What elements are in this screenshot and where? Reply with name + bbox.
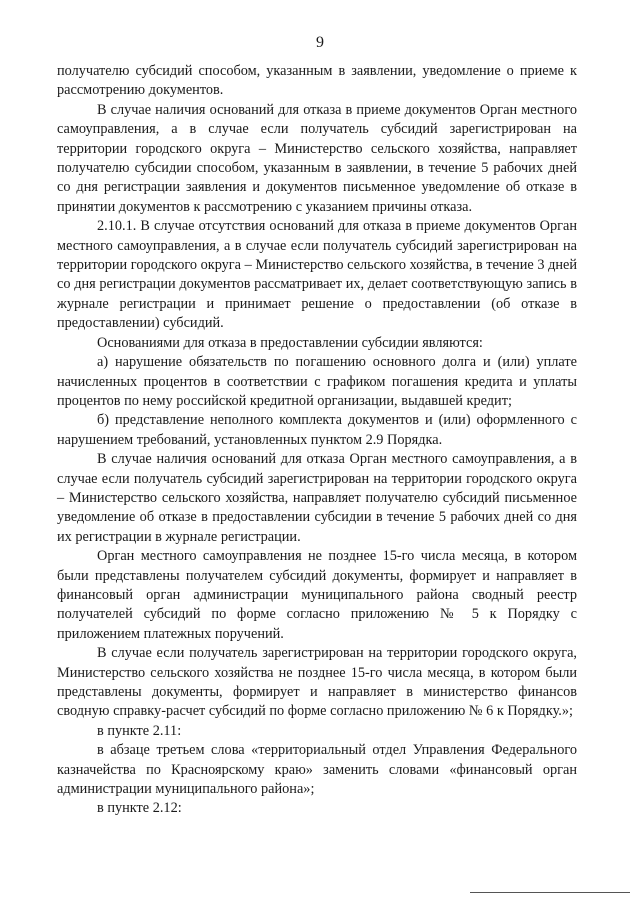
paragraph: В случае наличия оснований для отказа в приеме документов Орган местного самоуправления, а в случае если получатель субсидий зарегистрирован на территории городского округа – Министерство сельского хозяйства, направляет получателю субсидии способом, указанным в заявлении, в течение 5 рабочих дней со дня регистрации заявления и документов письменное уведомление об отказе в принятии документов к рассмотрению с указанием причины отказа. [57, 101, 577, 215]
paragraph: 2.10.1. В случае отсутствия оснований для отказа в приеме документов Орган местного самоуправления, а в случае если получатель субсидий зарегистрирован на территории городского округа – Министерство сельского хозяйства, в течение 3 дней со дня регистрации документов рассматривает их, делает соответствующую запись в журнале регистрации и принимает решение о предоставлении (об отказе в предоставлении) субсидий. [57, 218, 577, 332]
paragraph: В случае если получатель зарегистрирован на территории городского округа, Министерство сельского хозяйства не позднее 15-го числа месяца, в котором были представлены документы, формирует и направляет в министерство финансов сводную справку-расчет субсидий по форме согласно приложению № 6 к Порядку.»; [57, 645, 577, 720]
page-number: 9 [316, 34, 324, 51]
paragraph: б) представление неполного комплекта документов и (или) оформленного с нарушением требований, установленных пунктом 2.9 Порядка. [57, 412, 577, 448]
paragraph: получателю субсидий способом, указанным в заявлении, уведомление о приеме к рассмотрению документов. [57, 63, 577, 99]
paragraph: а) нарушение обязательств по погашению основного долга и (или) уплате начисленных процентов в соответствии с графиком погашения кредита и уплаты процентов по нему российской кредитной организации, выдавшей кредит; [57, 354, 577, 409]
paragraph: в пункте 2.11: [97, 722, 182, 739]
paragraph: Орган местного самоуправления не позднее 15-го числа месяца, в котором были представлены получателем субсидий документы, формирует и направляет в финансовый орган администрации муниципального района сводный реестр получателей субсидий по форме согласно приложению № 5 к Порядку с приложением платежных поручений. [57, 548, 577, 642]
footer-rule [470, 892, 630, 893]
paragraph: Основаниями для отказа в предоставлении субсидии являются: [97, 334, 483, 351]
paragraph: В случае наличия оснований для отказа Орган местного самоуправления, а в случае если получатель субсидий зарегистрирован на территории городского округа – Министерство сельского хозяйства, направляет получателю субсидий письменное уведомление об отказе в предоставлении субсидии в течение 5 рабочих дней со дня их регистрации в журнале регистрации. [57, 451, 577, 545]
paragraph: в абзаце третьем слова «территориальный отдел Управления Федерального казначейства по Красноярскому краю» заменить словами «финансовый орган администрации муниципального района»; [57, 742, 577, 798]
document-body [57, 62, 577, 819]
paragraph: в пункте 2.12: [97, 800, 182, 817]
